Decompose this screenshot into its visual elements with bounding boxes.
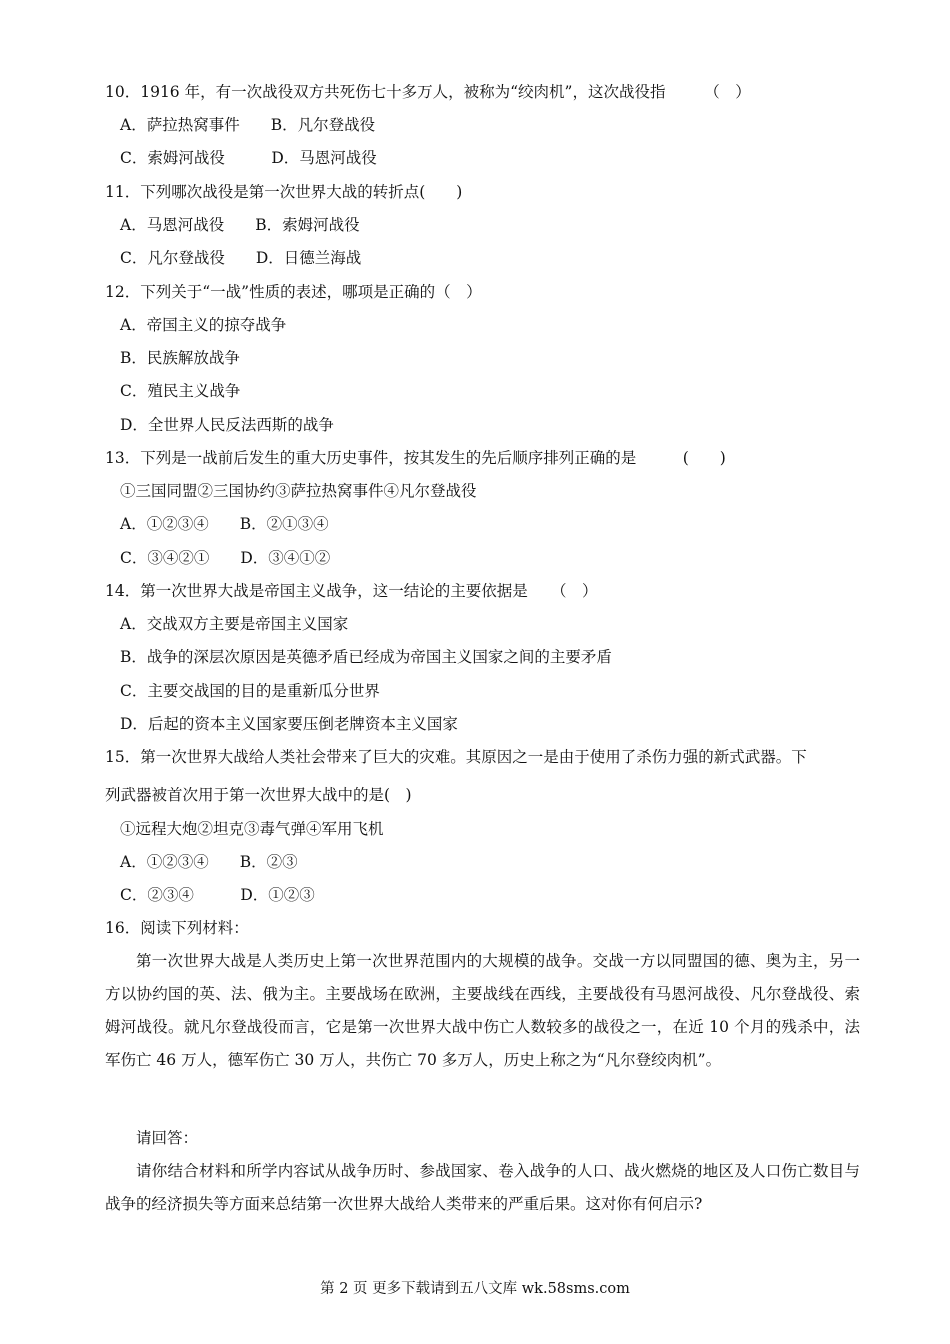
question-14-option-b: B．战争的深层次原因是英德矛盾已经成为帝国主义国家之间的主要矛盾: [120, 648, 612, 666]
question-15-options-ab: A．①②③④ B．②③: [120, 853, 298, 871]
question-12-option-c: C．殖民主义战争: [120, 382, 241, 400]
question-11-options-cd: C．凡尔登战役 D．日德兰海战: [120, 249, 362, 267]
question-15-options-cd: C．②③④ D．①②③: [120, 886, 315, 904]
question-12-option-d: D．全世界人民反法西斯的战争: [120, 416, 334, 434]
question-13-items: ①三国同盟②三国协约③萨拉热窝事件④凡尔登战役: [120, 482, 477, 500]
question-11-stem: 11．下列哪次战役是第一次世界大战的转折点( ): [105, 183, 463, 201]
question-14-option-d: D．后起的资本主义国家要压倒老牌资本主义国家: [120, 715, 458, 733]
question-15-stem-line2: 列武器被首次用于第一次世界大战中的是( ): [105, 786, 412, 804]
question-12-option-a: A．帝国主义的掠夺战争: [120, 316, 287, 334]
question-16-stem: 16．阅读下列材料：: [105, 919, 249, 937]
question-16-material: 第一次世界大战是人类历史上第一次世界范围内的大规模的战争。交战一方以同盟国的德、奥为主，另一方以协约国的英、法、俄为主。主要战场在欧洲，主要战线在西线，主要战役有马恩河战役、凡尔登战役、索姆河战役。就凡尔登战役而言，它是第一次世界大战中伤亡人数较多的战役之一，在近 10 个月的残杀中，法军伤亡 46 万人，德军伤亡 30 万人，共伤亡 70 多万人，历史上称之为“凡尔登绞肉机”。: [105, 952, 860, 1069]
question-14-option-c: C．主要交战国的目的是重新瓜分世界: [120, 682, 380, 700]
question-12-option-b: B．民族解放战争: [120, 349, 240, 367]
question-13-options-cd: C．③④②① D．③④①②: [120, 549, 331, 567]
question-14-option-a: A．交战双方主要是帝国主义国家: [120, 615, 349, 633]
question-14-stem: 14．第一次世界大战是帝国主义战争，这一结论的主要依据是 （ ）: [105, 582, 598, 600]
question-10-options-ab: A．萨拉热窝事件 B．凡尔登战役: [120, 116, 376, 134]
question-16-prompt: 请回答：: [136, 1129, 199, 1147]
question-13-options-ab: A．①②③④ B．②①③④: [120, 515, 329, 533]
question-12-stem: 12．下列关于“一战”性质的表述，哪项是正确的（ ）: [105, 283, 482, 301]
question-13-stem: 13．下列是一战前后发生的重大历史事件，按其发生的先后顺序排列正确的是 ( ): [105, 449, 726, 467]
question-16-question: 请你结合材料和所学内容试从战争历时、参战国家、卷入战争的人口、战火燃烧的地区及人口伤亡数目与战争的经济损失等方面来总结第一次世界大战给人类带来的严重后果。这对你有何启示?: [105, 1162, 860, 1213]
question-11-options-ab: A．马恩河战役 B．索姆河战役: [120, 216, 360, 234]
question-10-stem: 10．1916 年，有一次战役双方共死伤七十多万人，被称为“绞肉机”，这次战役指 （ ）: [105, 83, 751, 101]
question-10-options-cd: C．索姆河战役 D．马恩河战役: [120, 149, 377, 167]
page-footer: 第 2 页 更多下载请到五八文库 wk.58sms.com: [320, 1281, 630, 1297]
question-15-items: ①远程大炮②坦克③毒气弹④军用飞机: [120, 820, 384, 838]
question-15-stem-line1: 15．第一次世界大战给人类社会带来了巨大的灾难。其原因之一是由于使用了杀伤力强的新式武器。下: [105, 748, 807, 766]
